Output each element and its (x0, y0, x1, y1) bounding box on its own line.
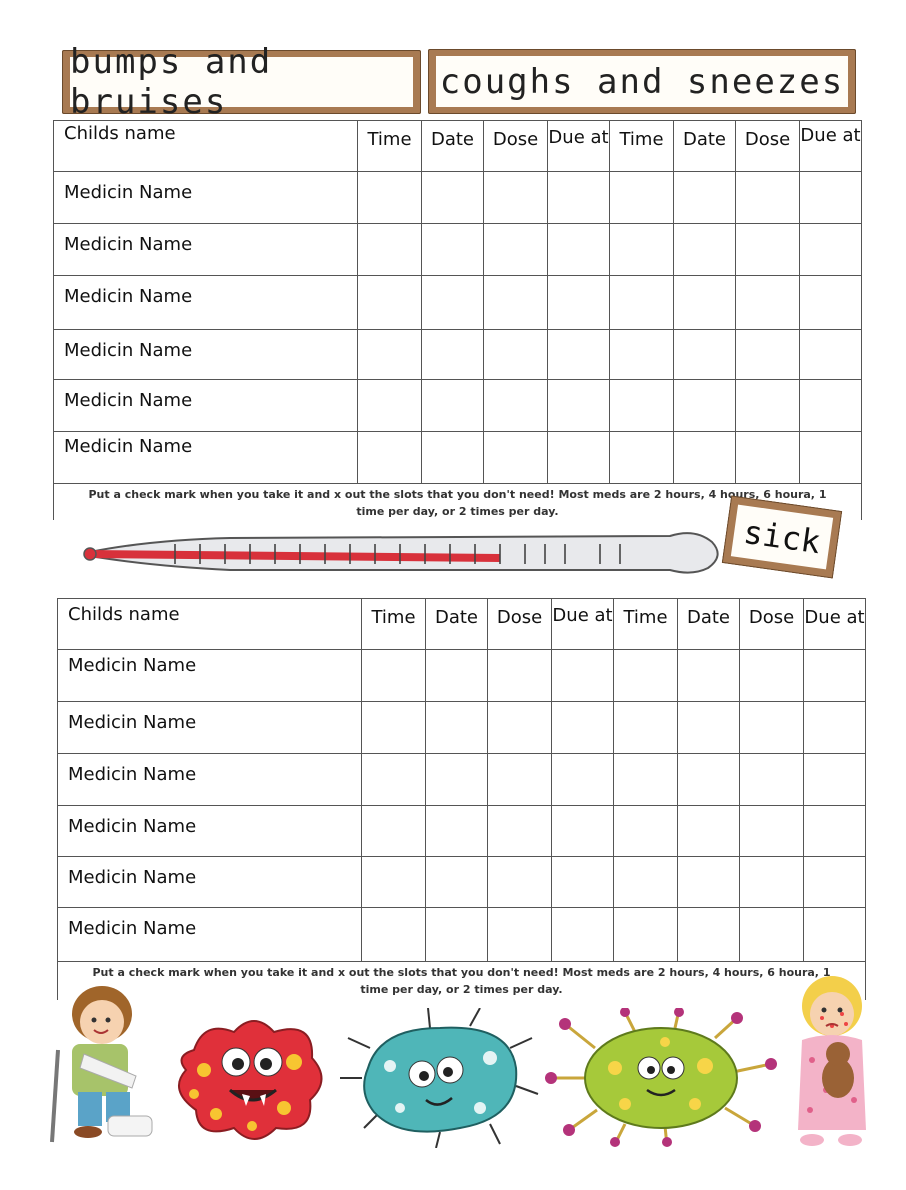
banner-bumps-label: bumps and bruises (70, 57, 413, 107)
table-row (54, 172, 862, 224)
entry-cell[interactable] (736, 276, 800, 330)
entry-cell[interactable] (358, 172, 422, 224)
instructions-note: Put a check mark when you take it and x out the slots that you don't need! Most meds are 2 hours, 4 hours, 6 houra, 1 time per day, or 2 times per day. (54, 484, 862, 521)
header-dose: Dose (740, 599, 804, 650)
entry-cell[interactable] (488, 650, 552, 702)
entry-cell[interactable] (678, 857, 740, 908)
entry-cell[interactable] (358, 432, 422, 484)
entry-cell[interactable] (610, 380, 674, 432)
entry-cell[interactable] (800, 432, 862, 484)
table-row (54, 432, 862, 484)
entry-cell[interactable] (426, 806, 488, 857)
childs-name-label: Childs name (54, 121, 358, 172)
entry-cell[interactable] (358, 380, 422, 432)
table-row (54, 224, 862, 276)
entry-cell[interactable] (804, 754, 866, 806)
entry-cell[interactable] (488, 702, 552, 754)
entry-cell[interactable] (426, 754, 488, 806)
entry-cell[interactable] (736, 432, 800, 484)
entry-cell[interactable] (362, 650, 426, 702)
header-dose: Dose (484, 121, 548, 172)
entry-cell[interactable] (614, 650, 678, 702)
medicine-name-label: Medicin Name (54, 276, 358, 330)
table-row (58, 702, 866, 754)
entry-cell[interactable] (484, 224, 548, 276)
table-row (58, 857, 866, 908)
entry-cell[interactable] (736, 380, 800, 432)
entry-cell[interactable] (426, 908, 488, 962)
entry-cell[interactable] (740, 754, 804, 806)
entry-cell[interactable] (548, 330, 610, 380)
table-row (54, 276, 862, 330)
entry-cell[interactable] (678, 754, 740, 806)
header-date: Date (422, 121, 484, 172)
sick-sign (722, 496, 842, 579)
entry-cell[interactable] (548, 224, 610, 276)
entry-cell[interactable] (614, 754, 678, 806)
entry-cell[interactable] (552, 702, 614, 754)
entry-cell[interactable] (740, 650, 804, 702)
header-time: Time (362, 599, 426, 650)
entry-cell[interactable] (548, 432, 610, 484)
entry-cell[interactable] (740, 908, 804, 962)
banner-bumps-and-bruises (62, 42, 421, 122)
table-row (58, 908, 866, 962)
entry-cell[interactable] (548, 380, 610, 432)
entry-cell[interactable] (804, 908, 866, 962)
entry-cell[interactable] (674, 172, 736, 224)
teal-germ-icon (340, 1008, 540, 1148)
medicine-name-label: Medicin Name (58, 806, 362, 857)
medicine-name-label: Medicin Name (58, 650, 362, 702)
entry-cell[interactable] (804, 857, 866, 908)
instructions-note: Put a check mark when you take it and x out the slots that you don't need! Most meds are 2 hours, 4 hours, 6 houra, 1 time per day, or 2 times per day. (58, 962, 866, 1000)
entry-cell[interactable] (678, 650, 740, 702)
entry-cell[interactable] (610, 432, 674, 484)
entry-cell[interactable] (548, 172, 610, 224)
entry-cell[interactable] (548, 276, 610, 330)
entry-cell[interactable] (740, 857, 804, 908)
entry-cell[interactable] (422, 380, 484, 432)
entry-cell[interactable] (800, 380, 862, 432)
entry-cell[interactable] (484, 380, 548, 432)
table-row (58, 650, 866, 702)
entry-cell[interactable] (426, 702, 488, 754)
entry-cell[interactable] (422, 224, 484, 276)
header-dose: Dose (488, 599, 552, 650)
header-time: Time (614, 599, 678, 650)
entry-cell[interactable] (674, 224, 736, 276)
entry-cell[interactable] (552, 754, 614, 806)
entry-cell[interactable] (800, 224, 862, 276)
medicine-chart-1 (53, 120, 862, 520)
boy-on-crutches-icon (44, 980, 164, 1150)
entry-cell[interactable] (674, 380, 736, 432)
entry-cell[interactable] (422, 172, 484, 224)
entry-cell[interactable] (678, 702, 740, 754)
entry-cell[interactable] (362, 857, 426, 908)
medicine-chart-2 (57, 598, 866, 1000)
entry-cell[interactable] (358, 276, 422, 330)
header-date: Date (678, 599, 740, 650)
childs-name-label: Childs name (58, 599, 362, 650)
medicine-name-label: Medicin Name (58, 908, 362, 962)
entry-cell[interactable] (422, 330, 484, 380)
header-time: Time (358, 121, 422, 172)
sick-label: sick (731, 505, 833, 570)
red-germ-icon (164, 1010, 334, 1150)
entry-cell[interactable] (488, 806, 552, 857)
entry-cell[interactable] (614, 908, 678, 962)
entry-cell[interactable] (804, 650, 866, 702)
entry-cell[interactable] (610, 276, 674, 330)
entry-cell[interactable] (804, 702, 866, 754)
medicine-name-label: Medicin Name (58, 702, 362, 754)
entry-cell[interactable] (426, 650, 488, 702)
entry-cell[interactable] (736, 330, 800, 380)
medicine-name-label: Medicin Name (54, 432, 358, 484)
header-date: Date (674, 121, 736, 172)
header-due-at: Due at (804, 599, 866, 650)
entry-cell[interactable] (736, 224, 800, 276)
entry-cell[interactable] (736, 172, 800, 224)
entry-cell[interactable] (422, 432, 484, 484)
header-due-at: Due at (548, 121, 610, 172)
header-due-at: Due at (552, 599, 614, 650)
entry-cell[interactable] (358, 330, 422, 380)
header-time: Time (610, 121, 674, 172)
entry-cell[interactable] (610, 172, 674, 224)
entry-cell[interactable] (422, 276, 484, 330)
entry-cell[interactable] (800, 276, 862, 330)
entry-cell[interactable] (678, 908, 740, 962)
entry-cell[interactable] (362, 702, 426, 754)
entry-cell[interactable] (674, 330, 736, 380)
table-row (54, 330, 862, 380)
entry-cell[interactable] (358, 224, 422, 276)
medicine-name-label: Medicin Name (54, 330, 358, 380)
entry-cell[interactable] (800, 330, 862, 380)
table-row (54, 380, 862, 432)
entry-cell[interactable] (552, 857, 614, 908)
entry-cell[interactable] (484, 330, 548, 380)
medicine-name-label: Medicin Name (54, 224, 358, 276)
entry-cell[interactable] (804, 806, 866, 857)
entry-cell[interactable] (484, 276, 548, 330)
entry-cell[interactable] (800, 172, 862, 224)
entry-cell[interactable] (426, 857, 488, 908)
header-due-at: Due at (800, 121, 862, 172)
banner-coughs-label: coughs and sneezes (436, 56, 848, 107)
medicine-name-label: Medicin Name (54, 380, 358, 432)
entry-cell[interactable] (362, 908, 426, 962)
entry-cell[interactable] (552, 650, 614, 702)
entry-cell[interactable] (362, 806, 426, 857)
entry-cell[interactable] (488, 908, 552, 962)
entry-cell[interactable] (740, 806, 804, 857)
entry-cell[interactable] (674, 276, 736, 330)
medicine-name-label: Medicin Name (58, 857, 362, 908)
entry-cell[interactable] (488, 754, 552, 806)
sick-girl-with-bear-icon (786, 970, 874, 1150)
header-dose: Dose (736, 121, 800, 172)
entry-cell[interactable] (362, 754, 426, 806)
medicine-name-label: Medicin Name (54, 172, 358, 224)
entry-cell[interactable] (552, 908, 614, 962)
entry-cell[interactable] (614, 702, 678, 754)
entry-cell[interactable] (610, 330, 674, 380)
entry-cell[interactable] (610, 224, 674, 276)
thermometer-icon (80, 526, 725, 578)
entry-cell[interactable] (552, 806, 614, 857)
entry-cell[interactable] (674, 432, 736, 484)
entry-cell[interactable] (614, 857, 678, 908)
table-row (58, 754, 866, 806)
medicine-name-label: Medicin Name (58, 754, 362, 806)
entry-cell[interactable] (678, 806, 740, 857)
entry-cell[interactable] (740, 702, 804, 754)
entry-cell[interactable] (484, 432, 548, 484)
entry-cell[interactable] (614, 806, 678, 857)
entry-cell[interactable] (484, 172, 548, 224)
entry-cell[interactable] (488, 857, 552, 908)
table-row (58, 806, 866, 857)
green-virus-icon (545, 1008, 780, 1148)
banner-coughs-and-sneezes (428, 49, 856, 114)
header-date: Date (426, 599, 488, 650)
